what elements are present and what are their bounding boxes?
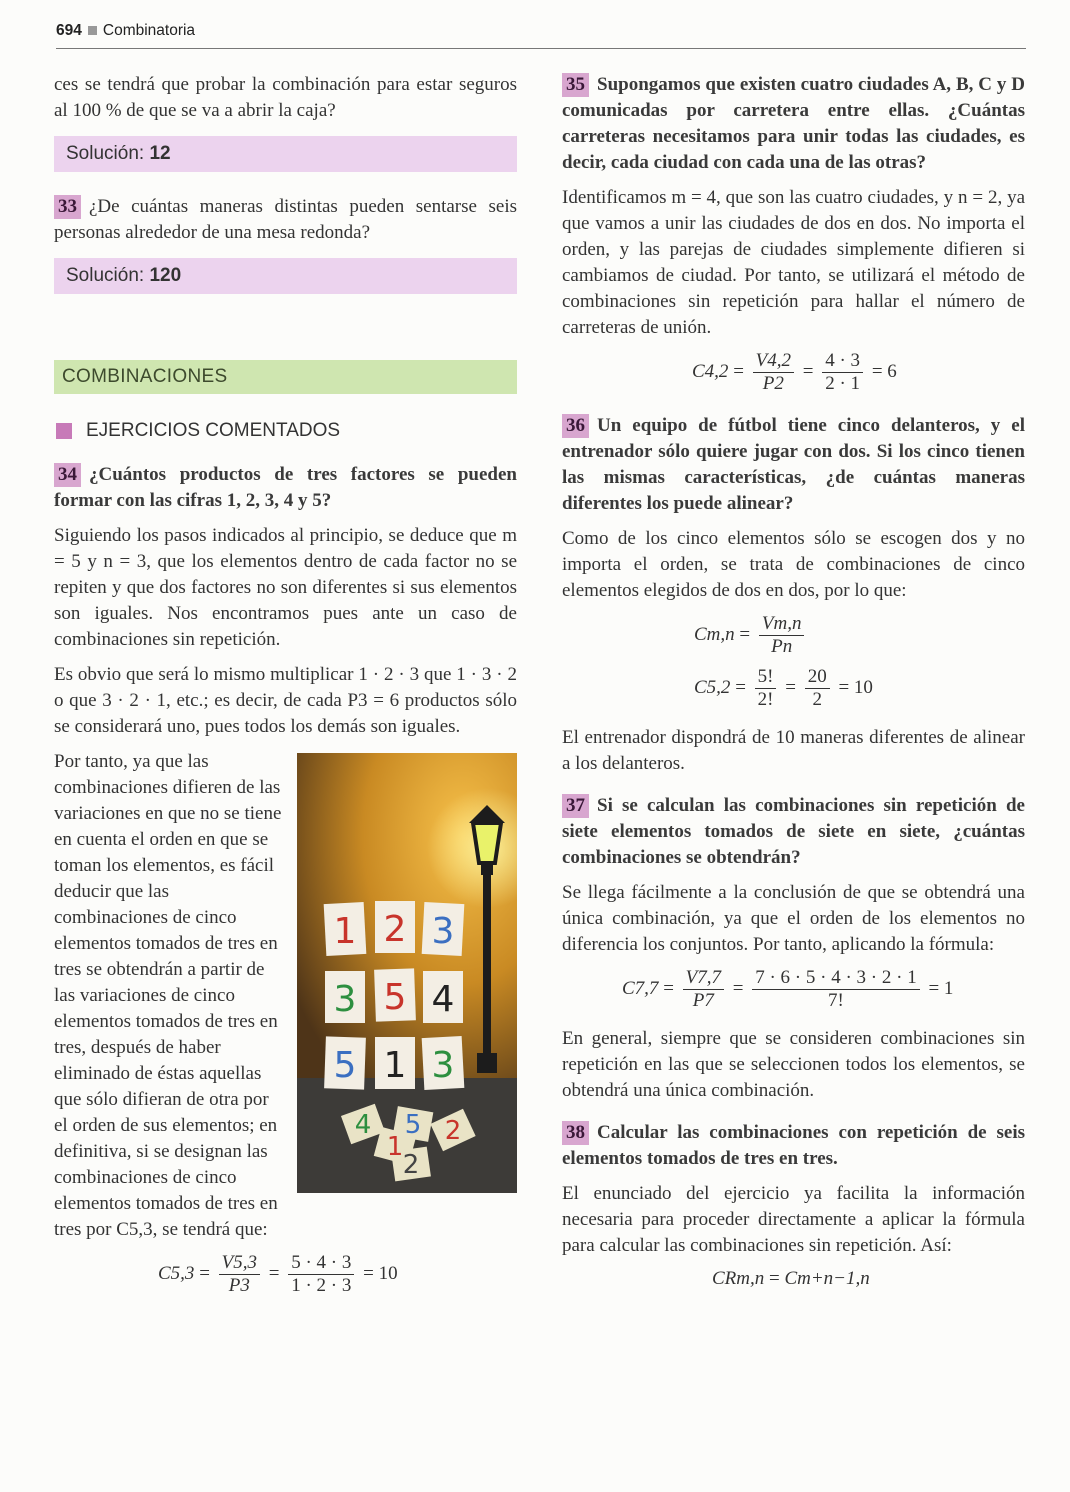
paragraph: Como de los cinco elementos sólo se escogen dos y no importa el orden, se trata de combinaciones de cinco elementos elegidos de dos en dos, por lo que: (562, 528, 1025, 601)
exercise-number: 37 (562, 794, 589, 818)
section-title: COMBINACIONES (54, 360, 517, 394)
exercise-number: 34 (54, 463, 81, 487)
formula-crmn: CRm,n = Cm+n−1,n (712, 1268, 870, 1289)
exercise-number: 35 (562, 73, 589, 97)
intro-text: ces se tendrá que probar la combinación para estar seguros al 100 % de que se va a abrir la caja? (54, 74, 517, 121)
square-bullet-icon (56, 423, 72, 439)
page-number: 694 (56, 22, 82, 39)
floor-card-digit: 5 (404, 1110, 422, 1140)
card-digit: 3 (431, 911, 455, 952)
card-digit: 5 (383, 977, 407, 1018)
formula-c52: C5,2 = $\frac{5!}{2!}$ = $\frac{20}{2}$ = 10 (694, 666, 873, 710)
exercise-number: 36 (562, 414, 589, 438)
card-digit: 2 (383, 909, 407, 950)
left-column (54, 72, 517, 1311)
paragraph: Se llega fácilmente a la conclusión de que se obtendrá una única combinación, ya que el orden de los elementos no diferencia los conjuntos. Por tanto, aplicando la fórmula: (562, 882, 1025, 955)
card-digit: 1 (333, 911, 357, 952)
exercise-35: 35 Supongamos que existen cuatro ciudades A, B, C y D comunicadas por carretera entre ellas. ¿Cuántas carreteras necesitamos para unir todas las ciudades, es decir, cada ciudad con cada una de las otras? (562, 74, 1025, 173)
floor-card-digit: 1 (386, 1132, 404, 1162)
paragraph: El enunciado del ejercicio ya facilita la información necesaria para proceder directamente a aplicar la fórmula para calcular las combinaciones sin repetición. Así: (562, 1183, 1025, 1256)
paragraph: En general, siempre que se consideren combinaciones sin repetición en las que se seleccionen todos los elementos, se obtendrá una única combinación. (562, 1028, 1025, 1101)
exercise-number: 33 (54, 195, 81, 219)
paragraph: Es obvio que será lo mismo multiplicar 1 · 2 · 3 que 1 · 3 · 2 o que 3 · 2 · 1, etc.; es decir, de cada P3 = 6 productos sólo se considerará uno, pues todos los demás son iguales. (54, 664, 517, 737)
floor-card-digit: 4 (354, 1110, 372, 1140)
paragraph: Siguiendo los pasos indicados al principio, se deduce que m = 5 y n = 3, que los elementos dentro de cada factor no se repiten y que dos factores no son diferentes si sus elementos son iguales. Nos encontramos pues ante un caso de combinaciones sin repetición. (54, 525, 517, 650)
paragraph: Por tanto, ya que las combinaciones difieren de las variaciones en que no se tiene en cuenta el orden en que se toman los elementos, es fácil deducir que las combinaciones de cinco elementos tomados de tres en tres se obtendrán a partir de las variaciones de cinco elementos tomados de tres en tres, después de haber eliminado de éstas aquellas que sólo difieran de otra por el orden de sus elementos; en definitiva, si se designan las combinaciones de cinco elementos tomados de tres en tres por C5,3, se tendrá que: (54, 751, 282, 1240)
formula-c53: C5,3 = $\frac{V5,3}{P3}$ = $\frac{5 \cdot 4 \cdot 3}{1 \cdot 2 \cdot 3}$ = 10 (158, 1252, 398, 1296)
illustration-lamp-cards (297, 753, 517, 1198)
floor-card-digit: 2 (444, 1116, 462, 1146)
floor-card-digit: 2 (402, 1150, 420, 1180)
solution-box-2: Solución: 120 (54, 258, 517, 294)
solution-box-1: Solución: 12 (54, 136, 517, 172)
card-digit: 3 (431, 1045, 455, 1086)
solution-value: 12 (149, 143, 171, 164)
page-header (56, 22, 1026, 49)
paragraph: El entrenador dispondrá de 10 maneras diferentes de alinear a los delanteros. (562, 727, 1025, 774)
exercise-number: 38 (562, 1121, 589, 1145)
exercise-36: 36 Un equipo de fútbol tiene cinco delanteros, y el entrenador sólo quiere jugar con dos. Si los cinco tienen las mismas características, ¿de cuántas maneras diferentes los puede alinear? (562, 415, 1025, 514)
header-section: Combinatoria (102, 22, 196, 39)
paragraph: Identificamos m = 4, que son las cuatro ciudades, y n = 2, ya que vamos a unir las ciudades de dos en dos. No importa el orden, y las parejas de ciudades simplemente difieren si cambiamos de ciudad. Por tanto, se utilizará el método de combinaciones sin repetición para hallar el número de carreteras de unión. (562, 187, 1025, 338)
subheading: EJERCICIOS COMENTADOS (56, 420, 517, 442)
card-digit: 3 (333, 979, 357, 1020)
card-digit: 4 (431, 979, 455, 1020)
header-square-icon (88, 26, 97, 35)
exercise-33: 33 ¿De cuántas maneras distintas pueden sentarse seis personas alrededor de una mesa redonda? (54, 196, 517, 243)
right-column (562, 72, 1025, 1304)
exercise-38: 38 Calcular las combinaciones con repetición de seis elementos tomados de tres en tres. (562, 1122, 1025, 1169)
formula-c77: C7,7 = $\frac{V7,7}{P7}$ = $\frac{7 \cdot 6 \cdot 5 \cdot 4 \cdot 3 \cdot 2 \cdot 1}{7!}$ = 1 (622, 967, 954, 1011)
formula-cmn: Cm,n = $\frac{Vm,n}{Pn}$ (562, 613, 1025, 658)
card-digit: 1 (383, 1045, 407, 1086)
card-digit: 5 (333, 1045, 357, 1086)
exercise-34: 34 ¿Cuántos productos de tres factores se pueden formar con las cifras 1, 2, 3, 4 y 5? (54, 464, 517, 511)
exercise-37: 37 Si se calculan las combinaciones sin repetición de siete elementos tomados de siete en siete, ¿cuántas combinaciones se obtendrán? (562, 795, 1025, 868)
formula-c42: C4,2 = $\frac{V4,2}{P2}$ = $\frac{4 \cdot 3}{2 \cdot 1}$ = 6 (692, 350, 897, 394)
solution-value: 120 (149, 265, 182, 286)
